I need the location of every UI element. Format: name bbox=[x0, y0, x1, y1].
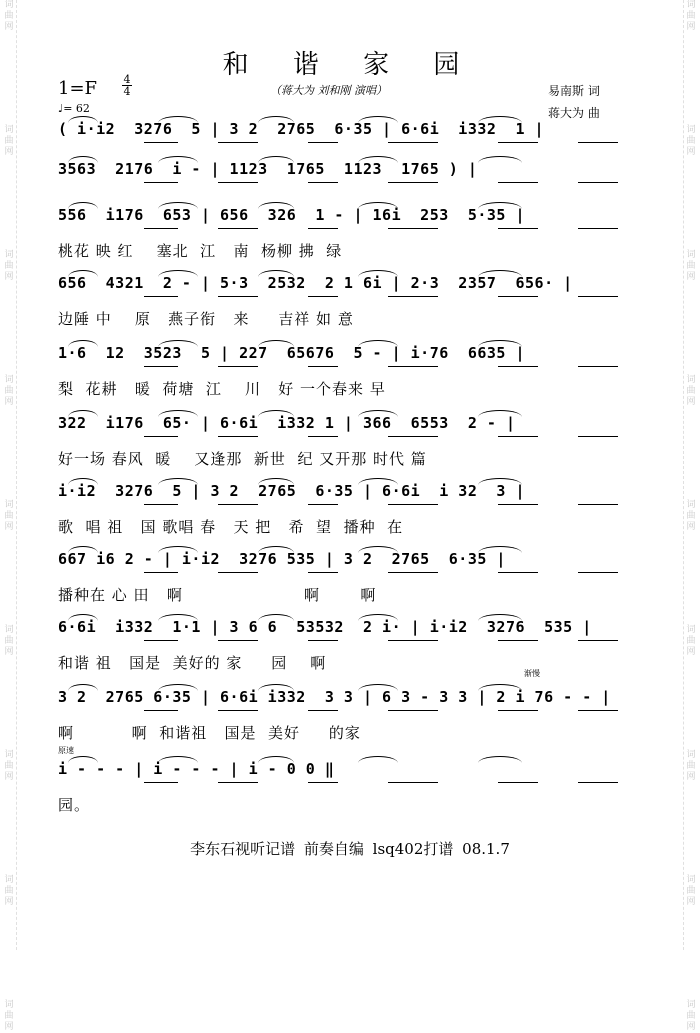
beam-line bbox=[144, 710, 178, 711]
lyric-line: 和谐 祖 国是 美好的 家 园 啊 bbox=[58, 654, 327, 672]
slur-mark bbox=[358, 478, 398, 485]
slur-mark bbox=[68, 756, 98, 763]
beam-line bbox=[498, 366, 538, 367]
beam-line bbox=[578, 228, 618, 229]
lyric-line: 播种在 心 田 啊 啊 啊 bbox=[58, 586, 377, 604]
slur-mark bbox=[358, 756, 398, 763]
time-signature-bottom: 4 bbox=[123, 85, 131, 98]
slur-mark bbox=[68, 478, 98, 485]
song-title: 和 谐 家 园 bbox=[222, 50, 478, 80]
slur-mark bbox=[258, 546, 294, 553]
beam-line bbox=[144, 228, 178, 229]
slur-mark bbox=[68, 340, 98, 347]
beam-line bbox=[388, 710, 438, 711]
beam-line bbox=[388, 504, 438, 505]
beam-line bbox=[578, 436, 618, 437]
slur-mark bbox=[358, 410, 398, 417]
beam-line bbox=[308, 436, 338, 437]
slur-mark bbox=[478, 340, 522, 347]
notation-line: 6·6i i332 1·1 | 3 6 6 53532 2 i· | i·i2 3276 535 | bbox=[58, 618, 592, 636]
beam-line bbox=[144, 182, 178, 183]
slur-mark bbox=[478, 614, 522, 621]
beam-line bbox=[578, 182, 618, 183]
slur-mark bbox=[158, 614, 198, 621]
beam-line bbox=[498, 228, 538, 229]
beam-line bbox=[308, 142, 338, 143]
beam-line bbox=[388, 640, 438, 641]
beam-line bbox=[578, 366, 618, 367]
beam-line bbox=[218, 182, 258, 183]
beam-line bbox=[498, 504, 538, 505]
slur-mark bbox=[358, 202, 398, 209]
slur-mark bbox=[358, 546, 398, 553]
notation-line: 1·6 12 3523 5 | 227 65676 5 - | i·76 6635 | bbox=[58, 344, 526, 362]
slur-mark bbox=[258, 756, 294, 763]
beam-line bbox=[498, 710, 538, 711]
slur-mark bbox=[258, 156, 294, 163]
beam-line bbox=[388, 182, 438, 183]
beam-line bbox=[578, 710, 618, 711]
beam-line bbox=[308, 710, 338, 711]
beam-line bbox=[308, 296, 338, 297]
lyric-line: 园。 bbox=[58, 796, 91, 814]
slur-mark bbox=[478, 156, 522, 163]
notation-line: 3563 2176 i - | 1123 1765 1123 1765 ) | bbox=[58, 160, 478, 178]
lyric-line: 好一场 春风 暖 又逢那 新世 纪 又开那 时代 篇 bbox=[58, 450, 427, 468]
beam-line bbox=[218, 142, 258, 143]
slur-mark bbox=[68, 116, 98, 123]
slur-mark bbox=[68, 614, 98, 621]
beam-line bbox=[498, 782, 538, 783]
beam-line bbox=[388, 296, 438, 297]
beam-line bbox=[498, 436, 538, 437]
slur-mark bbox=[158, 340, 198, 347]
slur-mark bbox=[158, 478, 198, 485]
beam-line bbox=[218, 710, 258, 711]
beam-line bbox=[218, 296, 258, 297]
beam-line bbox=[308, 640, 338, 641]
slur-mark bbox=[258, 614, 294, 621]
slur-mark bbox=[68, 270, 98, 277]
slur-mark bbox=[258, 410, 294, 417]
key-signature: 1=F bbox=[58, 78, 98, 99]
beam-line bbox=[578, 142, 618, 143]
beam-line bbox=[218, 366, 258, 367]
slur-mark bbox=[358, 684, 398, 691]
slur-mark bbox=[158, 546, 198, 553]
slur-mark bbox=[258, 202, 294, 209]
beam-line bbox=[578, 504, 618, 505]
slur-mark bbox=[158, 684, 198, 691]
slur-mark bbox=[358, 156, 398, 163]
beam-line bbox=[218, 228, 258, 229]
slur-mark bbox=[68, 202, 98, 209]
ritardando-mark: 渐慢 bbox=[524, 669, 540, 678]
beam-line bbox=[498, 182, 538, 183]
watermark-left: 词 曲 网 词 曲 网 词 曲 网 词 曲 网 词 曲 网 词 曲 网 词 曲 网 词 曲 网 词 曲 网 bbox=[2, 0, 17, 950]
beam-line bbox=[388, 142, 438, 143]
notation-line: i·i2 3276 5 | 3 2 2765 6·35 | 6·6i i 32 3 | bbox=[58, 482, 526, 500]
lyric-line: 啊 啊 和谐祖 国是 美好 的家 bbox=[58, 724, 361, 742]
a-tempo-mark: 原速 bbox=[58, 746, 74, 755]
lyric-line: 歌 唱 祖 国 歌唱 春 天 把 希 望 播种 在 bbox=[58, 518, 404, 536]
time-signature-top: 4 bbox=[123, 73, 131, 86]
beam-line bbox=[578, 640, 618, 641]
slur-mark bbox=[158, 156, 198, 163]
slur-mark bbox=[478, 410, 522, 417]
tempo-marking: ♩= 62 bbox=[58, 102, 90, 115]
beam-line bbox=[578, 782, 618, 783]
watermark-right: 词 曲 网 词 曲 网 词 曲 网 词 曲 网 词 曲 网 词 曲 网 词 曲 网 词 曲 网 词 曲 网 bbox=[683, 0, 698, 950]
beam-line bbox=[578, 572, 618, 573]
slur-mark bbox=[478, 270, 522, 277]
beam-line bbox=[144, 640, 178, 641]
composer-credit: 蒋大为 曲 bbox=[548, 106, 600, 120]
slur-mark bbox=[158, 116, 198, 123]
slur-mark bbox=[478, 478, 522, 485]
notation-line: 322 i176 65· | 6·6i i332 1 | 366 6553 2 - | bbox=[58, 414, 516, 432]
slur-mark bbox=[68, 156, 98, 163]
slur-mark bbox=[358, 340, 398, 347]
slur-mark bbox=[258, 270, 294, 277]
slur-mark bbox=[478, 756, 522, 763]
time-signature bbox=[122, 74, 132, 97]
slur-mark bbox=[358, 116, 398, 123]
beam-line bbox=[498, 640, 538, 641]
beam-line bbox=[308, 366, 338, 367]
beam-line bbox=[218, 782, 258, 783]
notation-line: ( i·i2 3276 5 | 3 2 2765 6·35 | 6·6i i332 1 | bbox=[58, 120, 545, 138]
slur-mark bbox=[158, 756, 198, 763]
beam-line bbox=[498, 572, 538, 573]
beam-line bbox=[144, 572, 178, 573]
beam-line bbox=[218, 640, 258, 641]
beam-line bbox=[388, 228, 438, 229]
singers-credit: （蒋大为 刘和刚 演唱） bbox=[270, 84, 387, 97]
beam-line bbox=[308, 782, 338, 783]
lyric-line: 边陲 中 原 燕子衔 来 吉祥 如 意 bbox=[58, 310, 354, 328]
beam-line bbox=[308, 228, 338, 229]
notation-line: 667 i6 2 - | i·i2 3276 535 | 3 2 2765 6·35 | bbox=[58, 550, 506, 568]
beam-line bbox=[308, 504, 338, 505]
slur-mark bbox=[258, 684, 294, 691]
slur-mark bbox=[158, 202, 198, 209]
beam-line bbox=[388, 436, 438, 437]
notation-line: 3 2 2765 6·35 | 6·6i i332 3 3 | 6 3 - 3 3 | 2 i 76 - - | bbox=[58, 688, 611, 706]
beam-line bbox=[308, 572, 338, 573]
beam-line bbox=[498, 296, 538, 297]
beam-line bbox=[144, 366, 178, 367]
notation-line: 656 4321 2 - | 5·3 2532 2 1 6i | 2·3 2357 656· | bbox=[58, 274, 573, 292]
notation-line: 556 i176 653 | 656 326 1 - | 16i 253 5·35 | bbox=[58, 206, 526, 224]
beam-line bbox=[498, 142, 538, 143]
slur-mark bbox=[258, 340, 294, 347]
lyric-line: 桃花 映 红 塞北 江 南 杨柳 拂 绿 bbox=[58, 242, 343, 260]
beam-line bbox=[578, 296, 618, 297]
beam-line bbox=[144, 504, 178, 505]
beam-line bbox=[144, 142, 178, 143]
slur-mark bbox=[478, 684, 522, 691]
slur-mark bbox=[258, 116, 294, 123]
beam-line bbox=[144, 296, 178, 297]
slur-mark bbox=[158, 270, 198, 277]
transcription-credit: 李东石视听记谱 前奏自编 lsq402打谱 08.1.7 bbox=[190, 840, 510, 858]
beam-line bbox=[144, 436, 178, 437]
slur-mark bbox=[358, 614, 398, 621]
beam-line bbox=[218, 504, 258, 505]
slur-mark bbox=[68, 546, 98, 553]
beam-line bbox=[388, 366, 438, 367]
lyric-line: 梨 花耕 暖 荷塘 江 川 好 一个春来 早 bbox=[58, 380, 386, 398]
slur-mark bbox=[258, 478, 294, 485]
slur-mark bbox=[68, 684, 98, 691]
beam-line bbox=[144, 782, 178, 783]
beam-line bbox=[308, 182, 338, 183]
beam-line bbox=[218, 436, 258, 437]
slur-mark bbox=[478, 546, 522, 553]
beam-line bbox=[388, 782, 438, 783]
slur-mark bbox=[68, 410, 98, 417]
slur-mark bbox=[478, 202, 522, 209]
slur-mark bbox=[478, 116, 522, 123]
beam-line bbox=[388, 572, 438, 573]
slur-mark bbox=[358, 270, 398, 277]
beam-line bbox=[218, 572, 258, 573]
notation-line: i - - - | i - - - | i - 0 0 ‖ bbox=[58, 760, 335, 778]
slur-mark bbox=[158, 410, 198, 417]
lyricist-credit: 易南斯 词 bbox=[548, 84, 600, 98]
